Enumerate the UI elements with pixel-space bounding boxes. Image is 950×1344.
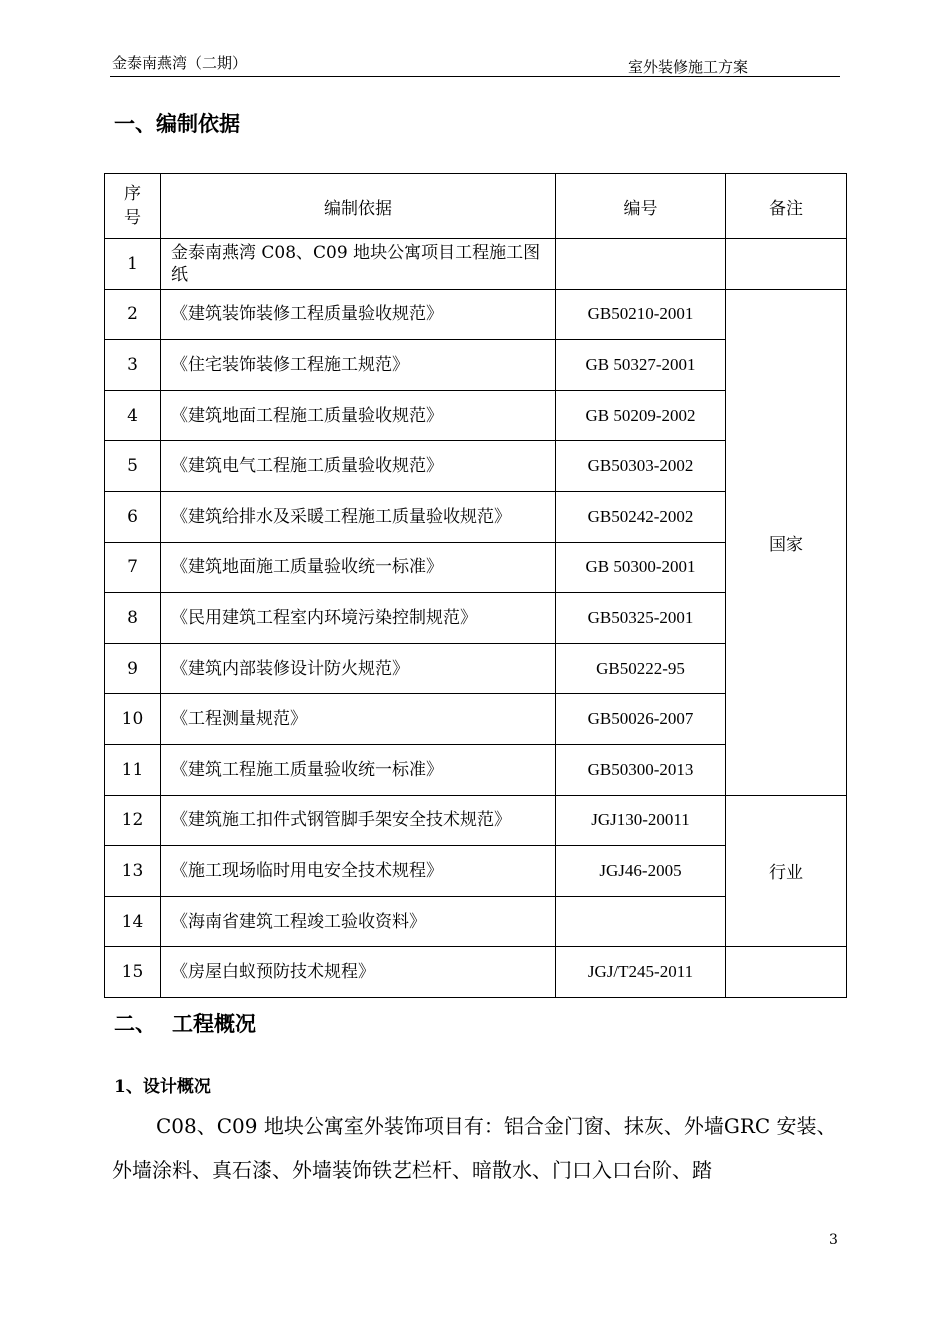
row-code: GB 50327-2001 bbox=[556, 340, 726, 391]
row-basis: 《建筑地面工程施工质量验收规范》 bbox=[161, 390, 556, 441]
row-code: JGJ46-2005 bbox=[556, 846, 726, 897]
row-code: GB 50209-2002 bbox=[556, 390, 726, 441]
note-national: 国家 bbox=[726, 289, 847, 795]
note-industry: 行业 bbox=[726, 795, 847, 947]
row-seq: 14 bbox=[105, 896, 161, 947]
row-seq: 15 bbox=[105, 947, 161, 998]
row-code: GB50300-2013 bbox=[556, 744, 726, 795]
row-code: GB 50300-2001 bbox=[556, 542, 726, 593]
row-seq: 3 bbox=[105, 340, 161, 391]
row-basis: 《建筑地面施工质量验收统一标准》 bbox=[161, 542, 556, 593]
row-code: GB50222-95 bbox=[556, 643, 726, 694]
row-code bbox=[556, 239, 726, 290]
row-basis: 《海南省建筑工程竣工验收资料》 bbox=[161, 896, 556, 947]
row-seq: 2 bbox=[105, 289, 161, 340]
basis-table bbox=[104, 173, 847, 998]
column-header-basis: 编制依据 bbox=[161, 174, 556, 239]
section-1-heading: 一、编制依据 bbox=[114, 111, 240, 136]
section-2-heading bbox=[114, 1008, 256, 1038]
row-code: GB50026-2007 bbox=[556, 694, 726, 745]
design-overview-paragraph: C08、C09 地块公寓室外装饰项目有：铝合金门窗、抹灰、外墙GRC 安装、外墙涂料、真石漆、外墙装饰铁艺栏杆、暗散水、门口入口台阶、踏 bbox=[112, 1114, 837, 1182]
column-header-seq: 序号 bbox=[105, 174, 161, 239]
table-row bbox=[105, 239, 847, 290]
subsection-1-heading: 1、设计概况 bbox=[114, 1077, 211, 1097]
row-seq: 12 bbox=[105, 795, 161, 846]
table-header-row bbox=[105, 174, 847, 239]
column-header-note: 备注 bbox=[726, 174, 847, 239]
row-seq: 11 bbox=[105, 744, 161, 795]
row-code: JGJ130-20011 bbox=[556, 795, 726, 846]
table-row bbox=[105, 947, 847, 998]
row-seq: 5 bbox=[105, 441, 161, 492]
row-basis: 《建筑装饰装修工程质量验收规范》 bbox=[161, 289, 556, 340]
row-seq: 7 bbox=[105, 542, 161, 593]
row-basis: 《建筑给排水及采暖工程施工质量验收规范》 bbox=[161, 491, 556, 542]
header-document-title: 室外装修施工方案 bbox=[628, 58, 749, 76]
row-code: GB50303-2002 bbox=[556, 441, 726, 492]
section-2-number: 二、 bbox=[114, 1011, 156, 1036]
row-seq: 6 bbox=[105, 491, 161, 542]
row-basis: 《房屋白蚁预防技术规程》 bbox=[161, 947, 556, 998]
row-basis: 《民用建筑工程室内环境污染控制规范》 bbox=[161, 593, 556, 644]
row-seq: 10 bbox=[105, 694, 161, 745]
row-seq: 4 bbox=[105, 390, 161, 441]
row-seq: 9 bbox=[105, 643, 161, 694]
page-number: 3 bbox=[829, 1232, 838, 1248]
row-basis: 《建筑电气工程施工质量验收规范》 bbox=[161, 441, 556, 492]
row-basis: 《建筑内部装修设计防火规范》 bbox=[161, 643, 556, 694]
row-code: GB50242-2002 bbox=[556, 491, 726, 542]
row-code bbox=[556, 896, 726, 947]
row-basis: 《住宅装饰装修工程施工规范》 bbox=[161, 340, 556, 391]
row-note bbox=[726, 947, 847, 998]
row-seq: 13 bbox=[105, 846, 161, 897]
section-2-title: 工程概况 bbox=[172, 1011, 256, 1036]
table-row bbox=[105, 795, 847, 846]
row-note bbox=[726, 239, 847, 290]
row-basis: 金泰南燕湾 C08、C09 地块公寓项目工程施工图纸 bbox=[161, 239, 556, 290]
row-code: GB50325-2001 bbox=[556, 593, 726, 644]
table-row bbox=[105, 289, 847, 340]
header-project-name: 金泰南燕湾（二期） bbox=[112, 54, 248, 72]
header-divider bbox=[110, 76, 840, 77]
row-basis: 《施工现场临时用电安全技术规程》 bbox=[161, 846, 556, 897]
row-basis: 《建筑施工扣件式钢管脚手架安全技术规范》 bbox=[161, 795, 556, 846]
row-code: GB50210-2001 bbox=[556, 289, 726, 340]
column-header-code: 编号 bbox=[556, 174, 726, 239]
row-seq: 1 bbox=[105, 239, 161, 290]
row-basis: 《工程测量规范》 bbox=[161, 694, 556, 745]
row-seq: 8 bbox=[105, 593, 161, 644]
row-basis: 《建筑工程施工质量验收统一标准》 bbox=[161, 744, 556, 795]
row-code: JGJ/T245-2011 bbox=[556, 947, 726, 998]
